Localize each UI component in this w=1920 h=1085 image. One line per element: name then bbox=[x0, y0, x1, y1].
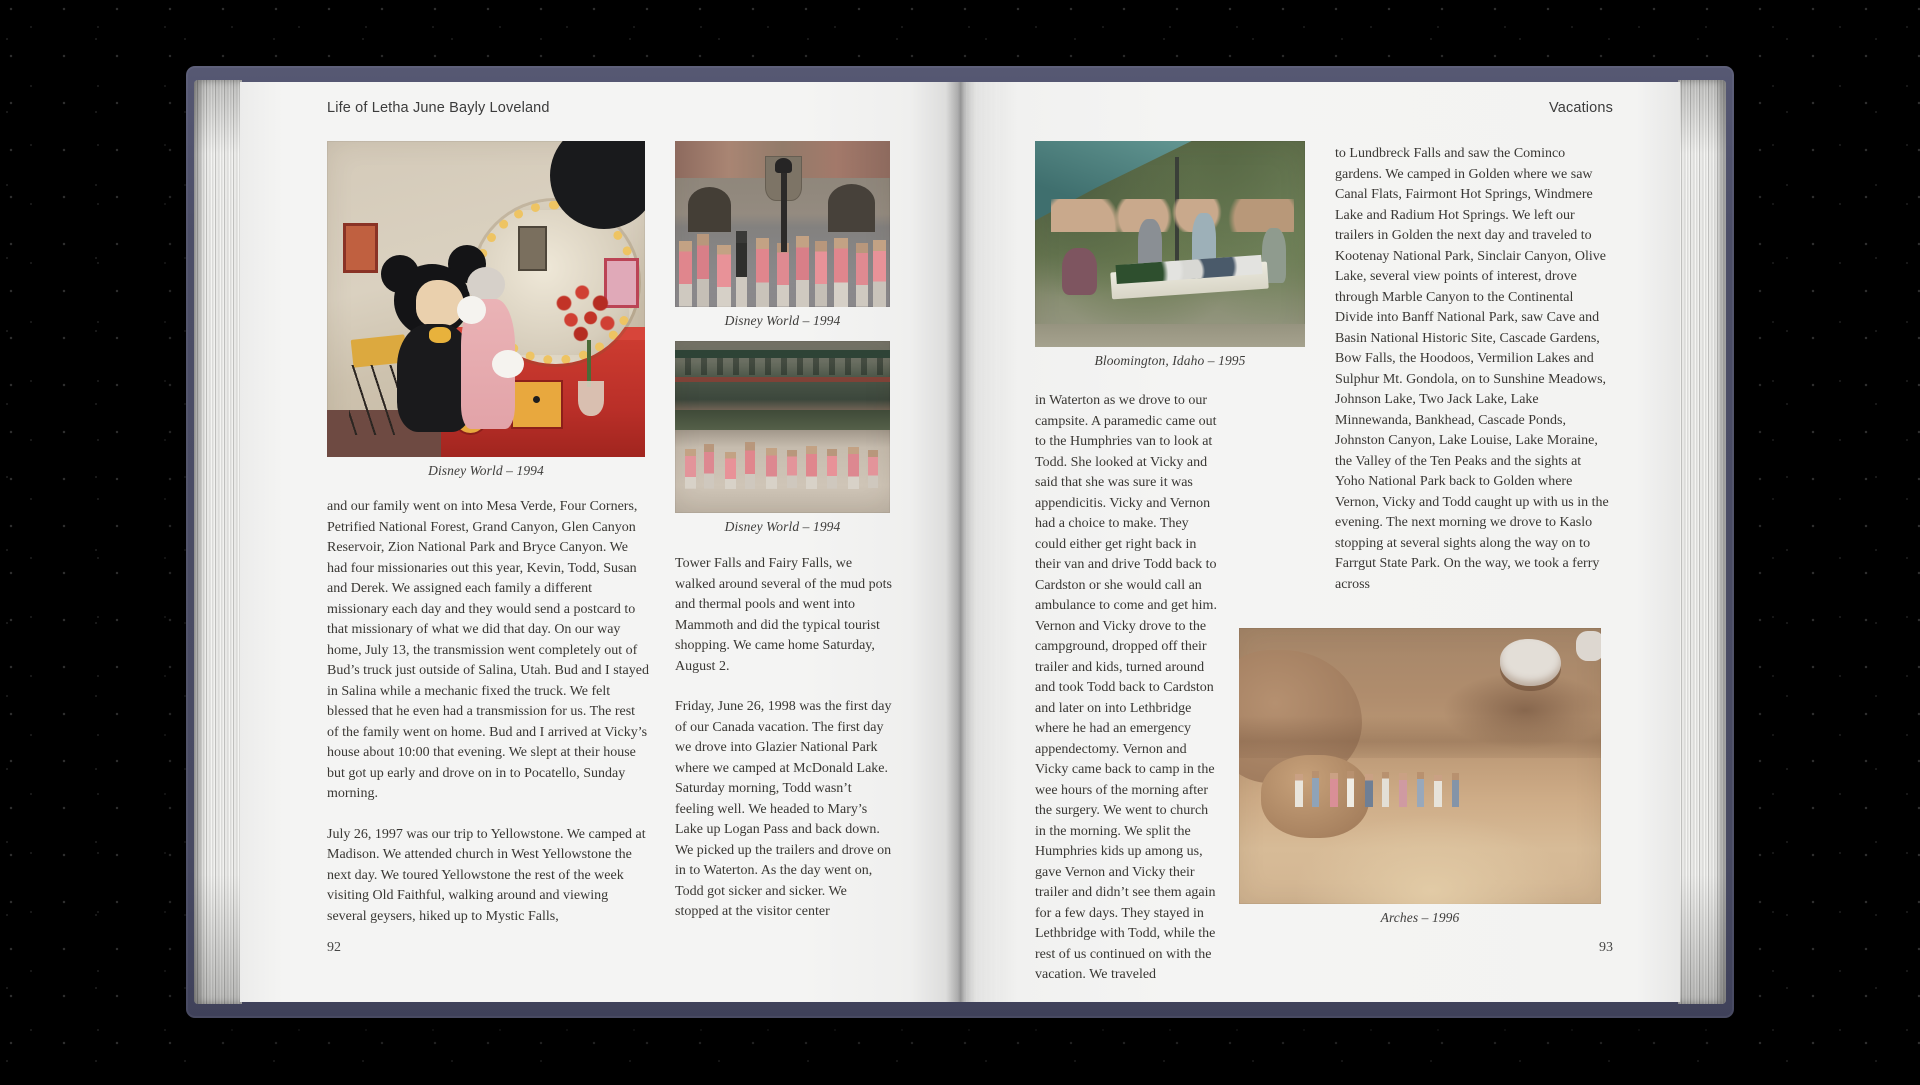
photo-detail bbox=[681, 427, 883, 489]
photo-detail bbox=[1035, 324, 1305, 347]
page-edges-right bbox=[1678, 80, 1726, 1004]
photo-detail bbox=[675, 358, 890, 375]
photo-detail bbox=[1051, 199, 1294, 232]
photo-detail bbox=[429, 327, 451, 343]
photo-detail bbox=[416, 280, 464, 327]
body-paragraph: Friday, June 26, 1998 was the first day of our Canada vacation. The first day we drove into Glazier National Park where we camped at McDonald Lake. Saturday morning, Todd wasn’t feeling well. We headed to Mary’s Lake up Logan Pass and back down. We picked up the trailers and drove on in to Waterton. As the day went on, Todd got sicker and sicker. We stopped at the visitor center bbox=[675, 699, 892, 919]
caption-arches: Arches – 1996 bbox=[1380, 910, 1460, 925]
page-number-left: 92 bbox=[327, 940, 341, 955]
body-paragraph: to Lundbreck Falls and saw the Cominco gardens. We camped in Golden where we saw Canal Flats, Fairmont Hot Springs, Windmere Lake and Radium Hot Springs. We left our trailers in Golden the next day and traveled to Kootenay National Park, Sinclair Canyon, Olive Lake, several view points of interest, drove through Marble Canyon to the Continental Divide into Banff National Park, saw Cave and Basin National Historic Site, Cascade Gardens, Bow Falls, the Hoodoos, Vermilion Lakes and Sulphur Mt. Gondola, on to Sunshine Meadows, Johnson Lake, Two Jack Lake, Lake Minnewanda, Bankhead, Cascade Ponds, Johnston Canyon, Lake Louise, Lake Moraine, the Valley of the Ten Peaks and the sights at Yoho National Park back to Golden where Vernon, Vicky and Todd caught up with us in the evening. The next morning we drove to Kaslo stopping at several sights along the way on to Farrgut State Park. On the way, we took a ferry across bbox=[1335, 146, 1609, 592]
left-page-column-1 bbox=[327, 497, 649, 947]
photo-detail bbox=[1239, 716, 1601, 757]
photo-arches bbox=[1239, 628, 1601, 904]
photo-detail bbox=[343, 223, 378, 273]
photo-detail bbox=[781, 166, 786, 252]
photo-detail bbox=[1576, 631, 1601, 661]
body-paragraph: Tower Falls and Fairy Falls, we walked around several of the mud pots and thermal pools and went into Mammoth and did the typical tourist shopping. We came home Saturday, August 2. bbox=[675, 556, 892, 674]
photo-detail bbox=[675, 377, 890, 382]
body-paragraph: in Waterton as we drove to our campsite. A paramedic came out to the Humphries van to look at Todd. She looked at Vicky and said that she was sure it was appendicitis. Vicky and Vernon had a choice to make. They could either get right back in their van and drive Todd back to Cardston or she would call an ambulance to come and get him. Vernon and Vicky drove to the campground, dropped off their trailer and kids, turned around and took Todd back to Cardston and later on into Lethbridge where he had an emergency appendectomy. Vernon and Vicky came back to camp in the wee hours of the morning after the surgery. We went to church in the morning. We split the Humphries kids up among us, gave Vernon and Vicky their trailer and didn’t see them again for a few days. They stayed in Lethbridge with Todd, while the rest of us continued on with the vacation. We traveled bbox=[1035, 393, 1217, 982]
photo-detail bbox=[511, 380, 563, 428]
photo-detail bbox=[578, 381, 603, 416]
photo-detail bbox=[492, 350, 524, 378]
photo-mickey-dressing-room bbox=[327, 141, 645, 457]
photo-detail bbox=[1293, 766, 1467, 807]
photo-detail bbox=[457, 296, 486, 324]
right-page-column-2 bbox=[1335, 144, 1613, 615]
page-edges-left bbox=[194, 80, 242, 1004]
photo-detail bbox=[1500, 639, 1562, 686]
photo-detail bbox=[1062, 248, 1097, 295]
photo-detail bbox=[1297, 816, 1565, 904]
left-page-column-2 bbox=[675, 554, 893, 943]
photo-detail bbox=[518, 226, 547, 271]
right-page bbox=[960, 82, 1680, 1002]
photo-magic-kingdom-group bbox=[675, 341, 890, 513]
caption-bloomington: Bloomington, Idaho – 1995 bbox=[1094, 353, 1246, 368]
photo-bloomington-picnic bbox=[1035, 141, 1305, 347]
body-paragraph: and our family went on into Mesa Verde, Four Corners, Petrified National Forest, Grand Canyon, Glen Canyon Reservoir, Zion National Park and Bryce Canyon. We had four missionaries out this year, Kevin, Todd, Susan and Derek. We assigned each family a different missionary each day and they would send a postcard to that missionary of what we did that day. On our way home, July 13, the transmission went completely out of Bud’s truck just outside of Salina, Utah. Bud and I stayed in Salina while a mechanic fixed the truck. We felt blessed that he even had a transmission for us. The rest of the family went on home. Bud and I arrived at Vicky’s house about 10:00 that evening. We slept at their house but got up early and drove on in to Pocatello, Sunday morning. bbox=[327, 499, 649, 801]
photo-germany-pavilion bbox=[675, 141, 890, 307]
running-header-right: Vacations bbox=[1549, 100, 1613, 116]
caption-germany: Disney World – 1994 bbox=[724, 313, 841, 328]
body-paragraph: July 26, 1997 was our trip to Yellowstone. We camped at Madison. We attended church in West Yellowstone the next day. We toured Yellowstone the rest of the week visiting Old Faithful, walking around and viewing several geysers, hiked up to Mystic Falls, bbox=[327, 826, 646, 924]
photo-book bbox=[186, 66, 1734, 1018]
photo-detail bbox=[675, 350, 890, 359]
left-page bbox=[240, 82, 960, 1002]
photo-detail bbox=[775, 158, 792, 173]
running-header-left: Life of Letha June Bayly Loveland bbox=[327, 100, 550, 116]
caption-magic-kingdom: Disney World – 1994 bbox=[724, 519, 841, 534]
caption-mickey: Disney World – 1994 bbox=[428, 463, 544, 478]
page-number-right: 93 bbox=[1599, 940, 1613, 955]
